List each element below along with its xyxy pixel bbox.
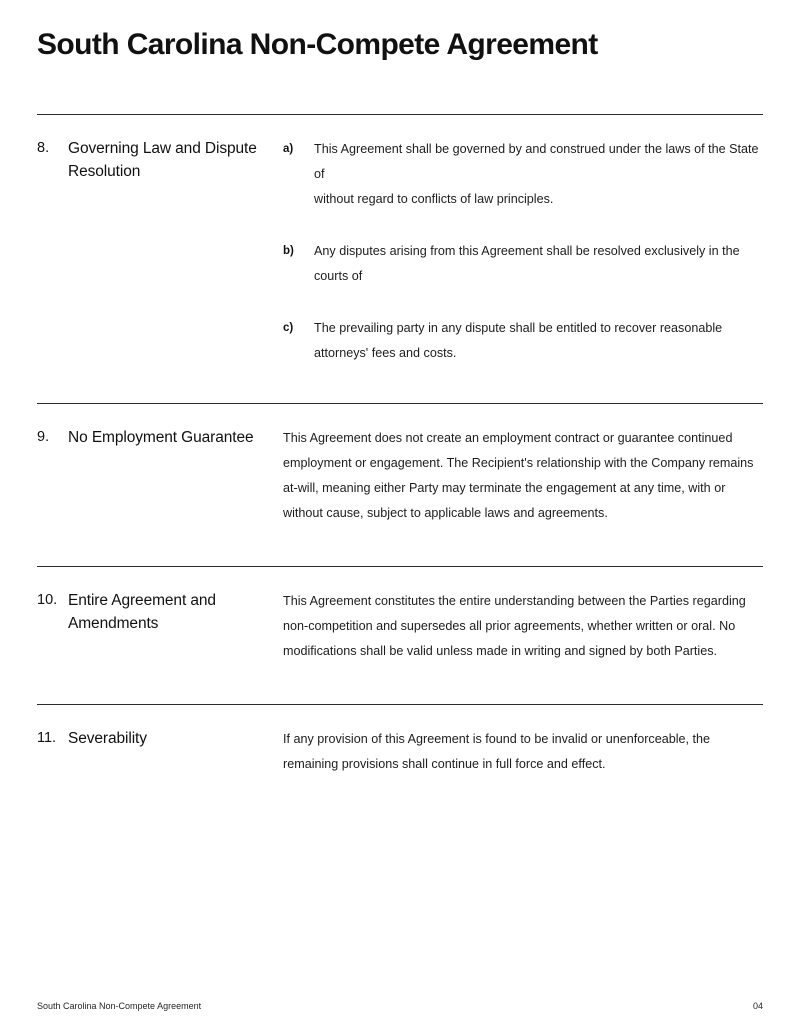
section-9 [37, 403, 763, 566]
section-8-heading [37, 137, 283, 183]
section-8-item-b-marker: b) [283, 245, 294, 257]
section-11-number: 11. [37, 730, 57, 746]
section-11-paragraph: If any provision of this Agreement is found to be invalid or unenforceable, the remaining provisions shall continue in full force and effect. [283, 732, 711, 771]
section-8-item-b [283, 239, 763, 289]
section-8-item-a-line2: without regard to conflicts of law principles. [314, 192, 554, 206]
section-8-item-b-text [314, 239, 763, 289]
section-8-item-a-line1: This Agreement shall be governed by and construed under the laws of the State of [314, 142, 759, 181]
section-11-heading [37, 727, 283, 750]
page-title: South Carolina Non-Compete Agreement [37, 28, 598, 61]
section-8-content [283, 137, 763, 366]
section-11 [37, 704, 763, 777]
section-8-item-a-text [314, 137, 763, 212]
section-8-title: Governing Law and Dispute Resolution [68, 140, 257, 180]
section-9-content [283, 426, 763, 526]
footer-page-number: 04 [752, 1001, 763, 1011]
section-9-title: No Employment Guarantee [68, 429, 254, 446]
section-11-content [283, 727, 763, 777]
section-8 [37, 114, 763, 403]
section-10-heading [37, 589, 283, 635]
section-9-heading [37, 426, 283, 449]
section-8-item-a [283, 137, 763, 212]
section-8-item-c-text: The prevailing party in any dispute shall be entitled to recover reasonable attorneys' fees and costs. [314, 321, 723, 360]
section-10-number: 10. [37, 592, 58, 608]
section-10-paragraph: This Agreement constitutes the entire understanding between the Parties regarding non-competition and supersedes all prior agreements, whether written or oral. No modifications shall be valid unless made in writing and signed by both Parties. [283, 594, 746, 658]
section-8-item-c-marker: c) [283, 322, 294, 334]
section-8-item-b-line1: Any disputes arising from this Agreement shall be resolved exclusively in the courts of [314, 244, 740, 283]
footer-document-name: South Carolina Non-Compete Agreement [37, 1001, 202, 1011]
section-10-content [283, 589, 763, 664]
section-8-item-a-marker: a) [283, 143, 294, 155]
section-9-number: 9. [37, 429, 50, 445]
sections-container [37, 114, 763, 777]
section-9-paragraph: This Agreement does not create an employment contract or guarantee continued employment or engagement. The Recipient's relationship with the Company remains at-will, meaning either Party may terminate the engagement at any time, with or without cause, subject to applicable laws and agreements. [283, 431, 754, 520]
section-11-title: Severability [68, 730, 147, 747]
section-8-number: 8. [37, 140, 50, 156]
page-footer [37, 999, 763, 1013]
section-10-title: Entire Agreement and Amendments [68, 592, 216, 632]
section-8-item-c [283, 316, 763, 366]
section-10 [37, 566, 763, 704]
